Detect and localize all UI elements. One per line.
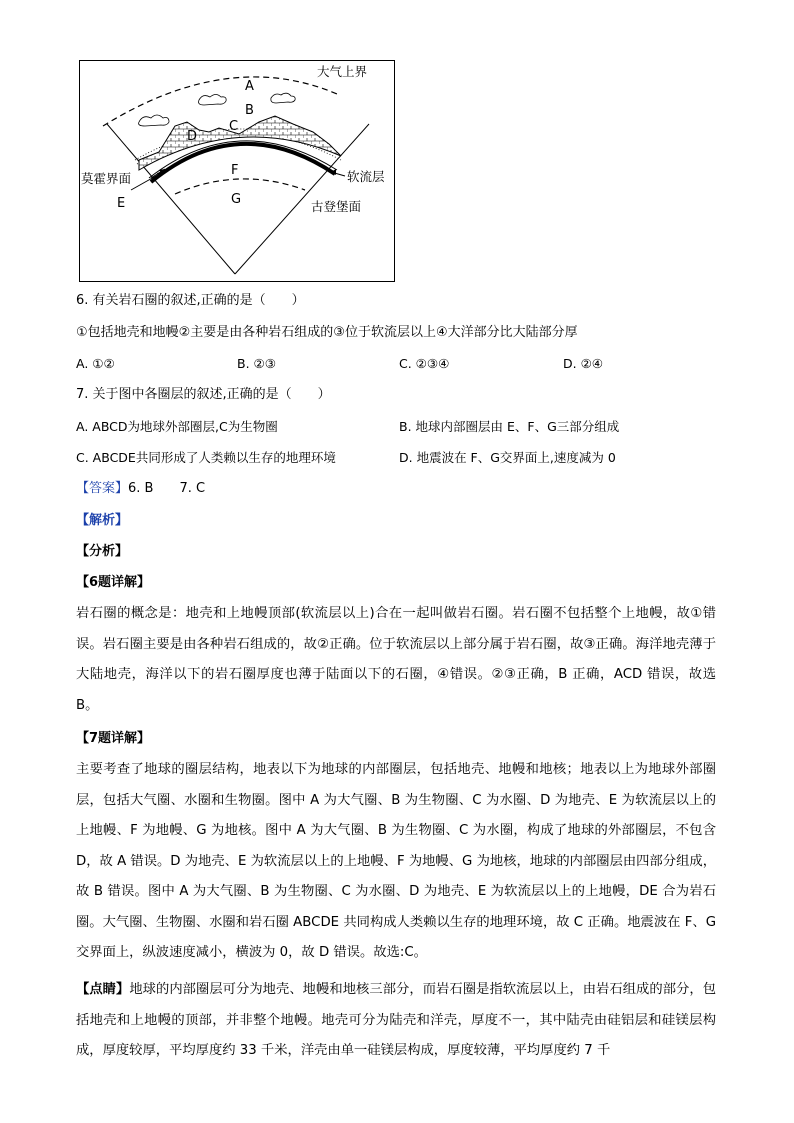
q6-detail-text: 岩石圈的概念是：地壳和上地幔顶部(软流层以上)合在一起叫做岩石圈。岩石圈不包括整个上地幔，故①错误。岩石圈主要是由各种岩石组成的，故②正确。位于软流层以上部分属于岩石圈，故③正确。海洋地壳薄于大陆地壳，海洋以下的岩石圈厚度也薄于陆面以下的石圈，④错误。②③正确，B 正确，ACD 错误，故选 B。 — [76, 606, 716, 713]
q6-option-c: C. ②③④ — [399, 356, 450, 371]
highlight-text: 地球的内部圈层可分为地壳、地幔和地核三部分，而岩石圈是指软流层以上，由岩石组成的部分，包括地壳和上地幔的顶部，并非整个地幔。地壳可分为陆壳和洋壳，厚度不一，其中陆壳由硅铝层和硅镁层构成，厚度较厚，平均厚度约 33 千米，洋壳由单一硅镁层构成，厚度较薄，平均厚度约 7 千 — [76, 982, 717, 1058]
answer-text: 6. B 7. C — [128, 481, 206, 496]
label-gutenberg: 古登堡面 — [311, 199, 362, 214]
q6-option-b: B. ②③ — [237, 356, 276, 371]
breakdown-heading: 【分析】 — [76, 544, 129, 559]
highlight-heading: 【点睛】 — [76, 982, 130, 997]
label-asthenosphere: 软流层 — [347, 169, 385, 184]
q6-option-a: A. ①② — [76, 356, 115, 371]
q6-option-d: D. ②④ — [563, 356, 603, 371]
answer-line — [76, 480, 205, 498]
q7-option-b: B. 地球内部圈层由 E、F、G三部分组成 — [399, 419, 620, 434]
q7-stem: 7. 关于图中各圈层的叙述,正确的是（ ） — [76, 387, 331, 402]
earth-layers-diagram — [79, 60, 395, 282]
label-C: C — [229, 119, 239, 134]
label-F: F — [231, 163, 239, 178]
q7-option-c: C. ABCDE共同形成了人类赖以生存的地理环境 — [76, 450, 336, 465]
q7-detail-text: 主要考查了地球的圈层结构，地表以下为地球的内部圈层，包括地壳、地幔和地核；地表以上为地球外部圈层，包括大气圈、水圈和生物圈。图中 A 为大气圈、B 为生物圈、C 为水圈、D 为地壳、E 为软流层以上的上地幔、F 为地幔、G 为地核。图中 A 为大气圈、B 为生物圈、C 为水圈，构成了地球的外部圈层，不包含 D，故 A 错误。D 为地壳、E 为软流层以上的上地幔、F 为地幔、G 为地核，地球的内部圈层由四部分组成，故 B 错误。图中 A 为大气圈、B 为生物圈、C 为水圈、D 为地壳、E 为软流层以上的上地幔，DE 合为岩石圈。大气圈、生物圈、水圈和岩石圈 ABCDE 共同构成人类赖以生存的地理环境，故 C 正确。地震波在 F、G 交界面上，纵波速度减小，横波为 0，故 D 错误。故选:C。 — [76, 762, 716, 960]
label-E: E — [117, 196, 126, 211]
q6-detail-heading: 【6题详解】 — [76, 575, 151, 590]
label-atmosphere-top: 大气上界 — [317, 64, 368, 79]
label-moho: 莫霍界面 — [81, 171, 132, 186]
earth-layers-svg — [79, 60, 395, 282]
q6-statements: ①包括地壳和地幔②主要是由各种岩石组成的③位于软流层以上④大洋部分比大陆部分厚 — [76, 325, 578, 340]
answer-label: 【答案】 — [76, 481, 129, 496]
label-A: A — [245, 79, 254, 94]
highlight-paragraph — [76, 975, 716, 1067]
q6-stem: 6. 有关岩石圈的叙述,正确的是（ ） — [76, 293, 305, 308]
label-G: G — [231, 192, 242, 207]
label-B: B — [245, 103, 254, 118]
q7-option-d: D. 地震波在 F、G交界面上,速度减为 0 — [399, 450, 616, 465]
q7-detail-heading: 【7题详解】 — [76, 731, 151, 746]
label-D: D — [187, 129, 198, 144]
analysis-heading: 【解析】 — [76, 513, 129, 528]
q7-option-a: A. ABCD为地球外部圈层,C为生物圈 — [76, 419, 278, 434]
